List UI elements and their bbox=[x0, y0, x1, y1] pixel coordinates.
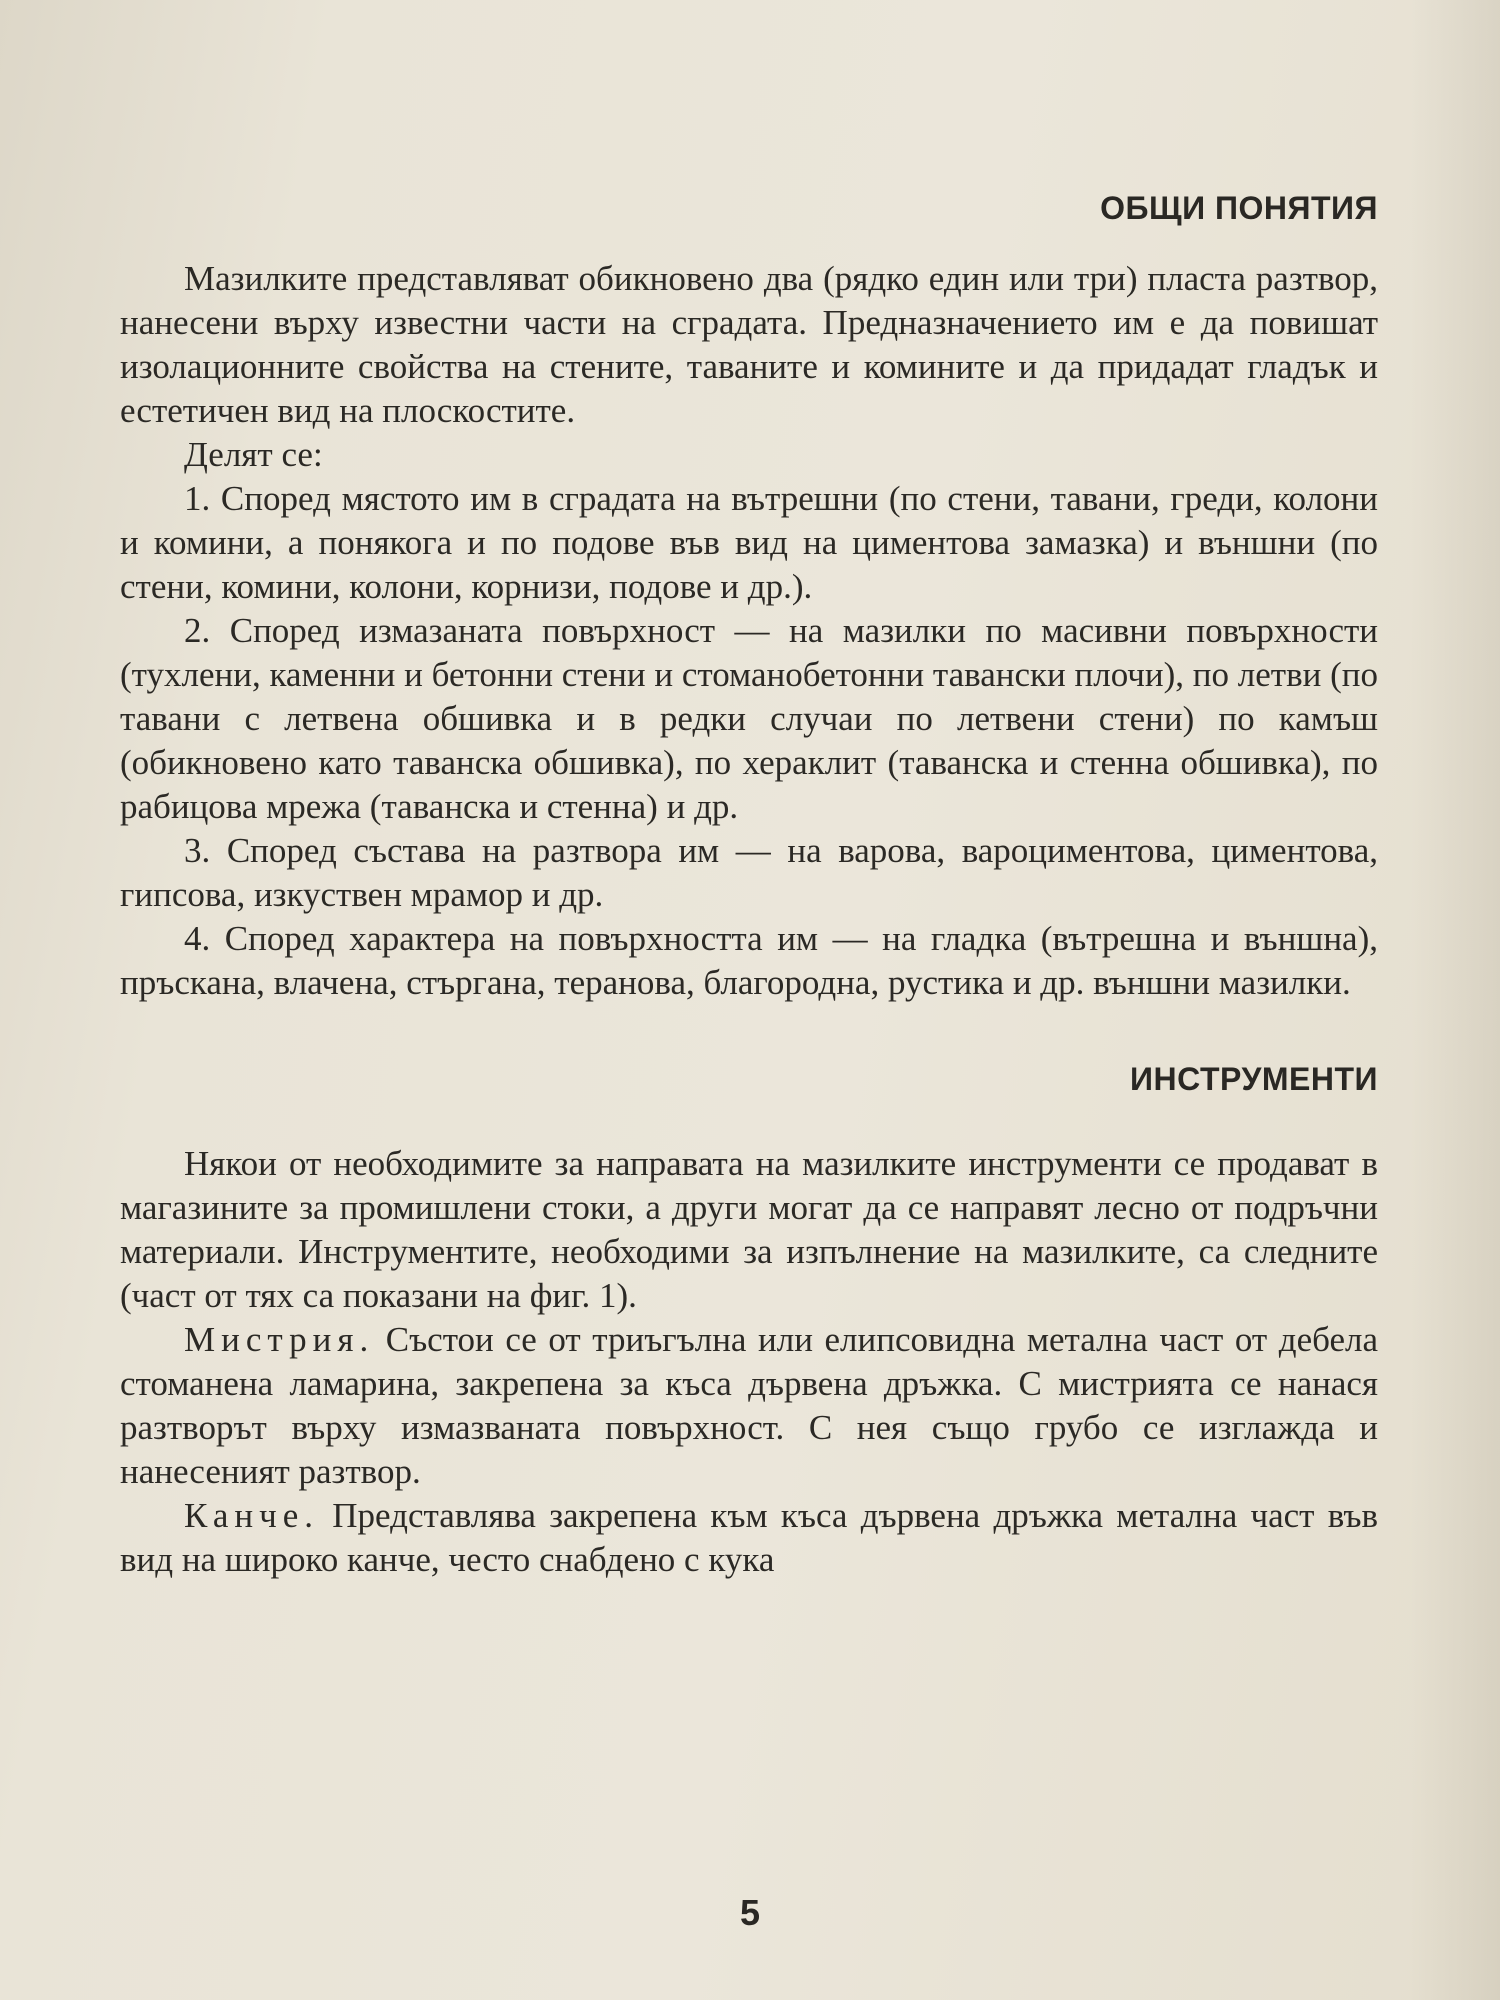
tool-term: Мистрия. bbox=[184, 1320, 375, 1359]
tool-entry bbox=[120, 1318, 1378, 1494]
tool-term: Канче. bbox=[184, 1496, 320, 1535]
list-item: 1. Според мястото им в сградата на вътрешни (по стени, тавани, греди, колони и комини, а понякога и по подове във вид на циментова замазка) и външни (по стени, комини, колони, корнизи, подове и др.). bbox=[120, 479, 1378, 606]
list-item: 4. Според характера на повърхността им — на гладка (вътрешна и външна), пръскана, влачена, стъргана, теранова, благородна, рустика и др. външни мазилки. bbox=[120, 919, 1378, 1002]
list-item: 2. Според измазаната повърхност — на мазилки по масивни повърхности (тухлени, каменни и бетонни стени и стоманобетонни тавански плочи), по летви (по тавани с летвена обшивка и в редки случаи по летвени стени) по камъш (обикновено като таванска обшивка), по хераклит (таванска и стенна обшивка), по рабицова мрежа (таванска и стенна) и др. bbox=[120, 611, 1378, 826]
paragraph: Мазилките представляват обикновено два (рядко един или три) пласта разтвор, нанесени върху известни части на сградата. Предназначението им е да повишат изолационните свойства на стените, таваните и комините и да придадат гладък и естетичен вид на плоскостите. bbox=[120, 259, 1378, 430]
page-edge-shadow bbox=[1410, 0, 1500, 2000]
section-title-general: ОБЩИ ПОНЯТИЯ bbox=[1100, 190, 1378, 226]
list-item: 3. Според състава на разтвора им — на варова, вароциментова, циментова, гипсова, изкуствен мрамор и др. bbox=[120, 831, 1378, 914]
paragraph: Някои от необходимите за направата на мазилките инструменти се продават в магазините за промишлени стоки, а други могат да се направят лесно от подръчни материали. Инструментите, необходими за изпълнение на мазилките, са следните (част от тях са показани на фиг. 1). bbox=[120, 1144, 1378, 1315]
tool-entry bbox=[120, 1494, 1378, 1582]
section-title-tools: ИНСТРУМЕНТИ bbox=[1130, 1061, 1378, 1097]
page-number: 5 bbox=[739, 1892, 761, 1933]
page-text bbox=[120, 190, 1378, 1582]
paragraph: Делят се: bbox=[184, 435, 323, 474]
tool-description: Състои се от триъгълна или елипсовидна метална част от дебела стоманена ламарина, закрепена за къса дървена дръжка. С мистрията се нанася разтворът върху измазваната повърхност. С нея също грубо се изглажда и нанесеният разтвор. bbox=[120, 1320, 1378, 1491]
tool-description: Представлява закрепена към къса дървена дръжка метална част във вид на широко канче, често снабдено с кука bbox=[120, 1496, 1378, 1579]
